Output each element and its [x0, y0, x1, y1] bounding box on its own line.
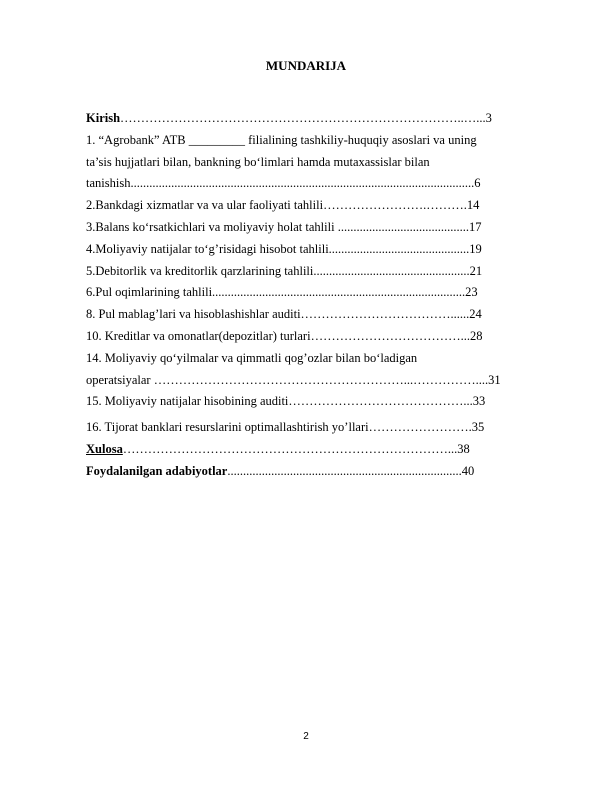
toc-label: 5.Debitorlik va kreditorlik qarzlarining tahlili: [86, 263, 314, 278]
toc-label: Xulosa: [86, 441, 123, 456]
toc-page: 21: [469, 263, 483, 278]
toc-entry-xulosa: [86, 439, 536, 461]
toc-page: 17: [468, 219, 482, 234]
toc-page: 14: [466, 198, 480, 213]
toc-leader: …………………….: [368, 420, 472, 435]
toc-leader: ……………………………………………………………………...: [122, 441, 458, 456]
toc-page: 6: [474, 176, 481, 191]
toc-entry-8: [86, 304, 536, 326]
toc-entry-14-line1: [86, 348, 536, 370]
toc-entry-16: [86, 417, 536, 439]
toc-label: ta’sis hujjatlari bilan, bankning bo‘limlari hamda mutaxassislar bilan: [86, 154, 430, 169]
toc-label: 2.Bankdagi xizmatlar va va ular faoliyati tahlili: [86, 198, 324, 213]
toc-label: 8. Pul mablag’lari va hisoblashishlar auditi: [86, 307, 301, 322]
toc-entry-6: [86, 282, 536, 304]
toc-label: 16. Tijorat banklari resurslarini optimallashtirish yo’llari: [86, 420, 369, 435]
toc-leader: .................................................................................: [212, 285, 466, 300]
toc-leader: …………………….……….: [323, 198, 467, 213]
table-of-contents: [86, 108, 536, 483]
toc-label: tanishish: [86, 176, 131, 191]
toc-entry-kirish: [86, 108, 536, 130]
toc-leader: ……………………………………...: [288, 394, 473, 409]
toc-label: Kirish: [86, 111, 121, 125]
toc-entry-15: [86, 391, 536, 413]
toc-label: 1. “Agrobank” ATB _________ filialining tashkiliy-huquqiy asoslari va uning: [86, 132, 477, 147]
toc-entry-4: [86, 239, 536, 261]
toc-label: Foydalanilgan adabiyotlar: [86, 463, 228, 478]
toc-entry-10: [86, 326, 536, 348]
toc-label: 4.Moliyaviy natijalar to‘g’risidagi hisobot tahlili: [86, 241, 329, 256]
toc-label: 15. Moliyaviy natijalar hisobining auditi: [86, 394, 289, 409]
toc-label: 3.Balans ko‘rsatkichlari va moliyaviy holat tahlili: [86, 219, 338, 234]
toc-label: 14. Moliyaviy qo‘yilmalar va qimmatli qog’ozlar bilan bo‘ladigan: [86, 350, 418, 365]
page-number: 2: [303, 731, 309, 742]
toc-leader: .............................................: [328, 241, 470, 256]
toc-page: 28: [469, 328, 483, 343]
toc-leader: ..................................................: [313, 263, 470, 278]
toc-entry-3: [86, 217, 536, 239]
toc-leader: ………………………………......: [300, 307, 470, 322]
toc-leader: ..............................................................................................................: [130, 176, 475, 191]
toc-entry-1-line2: [86, 152, 536, 174]
toc-entry-1-line3: [86, 173, 536, 195]
toc-leader: ..........................................: [337, 219, 469, 234]
toc-page: 24: [469, 307, 482, 322]
toc-label: 6.Pul oqimlarining tahlili: [86, 285, 213, 300]
toc-entry-adabiyotlar: [86, 461, 536, 483]
toc-label: operatsiyalar: [86, 372, 154, 387]
toc-entry-5: [86, 261, 536, 283]
toc-page: 35: [471, 420, 485, 435]
toc-title: MUNDARIJA: [265, 58, 347, 73]
toc-page: ..3: [479, 111, 492, 125]
toc-entry-1-line1: [86, 130, 536, 152]
toc-leader: ……………………………………………………...……………....: [153, 372, 489, 387]
toc-label: 10. Kreditlar va omonatlar(depozitlar) turlari: [86, 328, 311, 343]
toc-page: 33: [472, 394, 486, 409]
toc-entry-14-line2: [86, 370, 536, 392]
toc-page: 19: [469, 241, 482, 256]
toc-page: 23: [465, 285, 478, 300]
toc-page: 31: [488, 372, 501, 387]
toc-page: 40: [461, 463, 475, 478]
toc-leader: ………………………………...: [310, 328, 470, 343]
toc-leader: ...........................................................................: [227, 463, 462, 478]
toc-entry-2: [86, 195, 536, 217]
toc-page: 38: [457, 441, 470, 456]
toc-leader: ………………………………………………………………………..….: [120, 111, 480, 125]
